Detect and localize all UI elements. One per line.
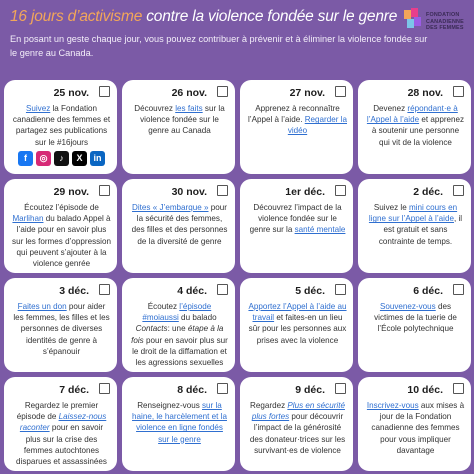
header	[10, 8, 428, 60]
day-card	[122, 179, 235, 273]
card-date: 30 nov.	[171, 186, 207, 198]
card-link[interactable]: l’épisode #moiaussi	[142, 302, 212, 323]
card-link[interactable]: Marlihan	[12, 214, 44, 224]
logo-line-3: DES FEMMES	[426, 25, 464, 32]
card-text-segment: aux mises à jour de la Fondation canadienne des femmes pour vous impliquer davantage	[371, 401, 465, 455]
card-date: 9 déc.	[295, 384, 325, 396]
day-checkbox[interactable]	[453, 86, 464, 97]
social-icons	[12, 151, 111, 166]
card-text-segment: pour en savoir plus sur le droit de la diffamation et les agressions sexuelles	[132, 335, 228, 368]
card-text-segment: : une	[167, 324, 188, 334]
day-checkbox[interactable]	[335, 383, 346, 394]
day-checkbox[interactable]	[453, 185, 464, 196]
card-date: 28 nov.	[407, 87, 443, 99]
day-card	[240, 80, 353, 174]
card-date: 5 déc.	[295, 285, 325, 297]
card-text	[248, 202, 347, 236]
day-card	[240, 377, 353, 471]
card-text	[366, 301, 465, 335]
card-link[interactable]: Dites « J’embarque »	[132, 203, 209, 212]
card-date: 2 déc.	[413, 186, 443, 198]
day-checkbox[interactable]	[335, 284, 346, 295]
card-link[interactable]: Plus en sécurité plus fortes	[251, 401, 345, 422]
day-checkbox[interactable]	[99, 86, 110, 97]
card-date: 4 déc.	[177, 285, 207, 297]
day-checkbox[interactable]	[217, 185, 228, 196]
logo-line-2: CANADIENNE	[426, 18, 464, 25]
card-date: 8 déc.	[177, 384, 207, 396]
day-card	[358, 179, 471, 273]
day-checkbox[interactable]	[335, 185, 346, 196]
title-rest: contre la violence fondée sur le genre	[142, 8, 398, 25]
day-checkbox[interactable]	[217, 383, 228, 394]
card-link[interactable]: mini cours en ligne sur l’Appel à l’aide	[368, 203, 458, 224]
card-text-segment: Regardez	[250, 401, 288, 410]
card-date: 25 nov.	[53, 87, 89, 99]
card-text-segment: Découvrez l’impact de la violence fondée sur le genre sur la	[249, 203, 342, 235]
card-link[interactable]: Souvenez-vous	[379, 302, 436, 311]
day-checkbox[interactable]	[99, 185, 110, 196]
card-date: 26 nov.	[171, 87, 207, 99]
card-text	[130, 400, 229, 445]
card-link[interactable]: Apportez l’Appel à l’aide au travail	[248, 302, 347, 323]
card-text-segment: Renseignez-vous	[137, 401, 202, 410]
day-card	[240, 179, 353, 273]
card-text	[130, 301, 229, 368]
facebook-icon[interactable]: f	[18, 151, 33, 166]
logo-line-1: FONDATION	[426, 12, 460, 18]
card-text	[248, 103, 347, 137]
card-text-segment: et faites-en un lieu sûr pour les personnes aux prises avec la violence	[248, 313, 347, 345]
day-checkbox[interactable]	[217, 86, 228, 97]
day-card	[240, 278, 353, 372]
linkedin-icon[interactable]: in	[90, 151, 105, 166]
day-card	[122, 377, 235, 471]
card-text-segment: Découvrez	[134, 104, 176, 113]
day-card	[122, 278, 235, 372]
card-date: 6 déc.	[413, 285, 443, 297]
card-link[interactable]: Laissez-nous raconter	[19, 412, 107, 433]
card-link[interactable]: Regarder la vidéo	[287, 115, 347, 136]
tiktok-icon[interactable]: ♪	[54, 151, 69, 166]
card-text-segment: , il est gratuit et sans contrainte de temps.	[378, 214, 463, 246]
card-text	[130, 103, 229, 137]
card-text-segment: la Fondation canadienne des femmes et partagez ses publications sur le #16jours	[12, 104, 111, 147]
card-text	[12, 202, 111, 269]
card-text-segment: du balado Appel à l’aide pour en savoir plus sur les formes d’oppression qui peuvent s’ajouter à la violence genrée	[12, 214, 111, 269]
day-card	[4, 179, 117, 273]
instagram-icon[interactable]: ◎	[36, 151, 51, 166]
day-card	[4, 278, 117, 372]
card-text-segment: Regardez le premier épisode de	[16, 401, 99, 422]
day-card	[358, 377, 471, 471]
card-text-segment: sur la violence fondée sur le genre au Canada	[140, 104, 225, 136]
card-text-segment: pour aider les femmes, les filles et les personnes de diverses identités de genre à s’épanouir	[13, 302, 110, 356]
card-text-segment: pour en savoir plus sur la crise des femmes autochtones disparues et assassinées	[16, 423, 107, 467]
day-checkbox[interactable]	[99, 284, 110, 295]
day-checkbox[interactable]	[453, 284, 464, 295]
card-link[interactable]: santé mentale	[294, 225, 346, 235]
card-text	[366, 103, 465, 148]
card-date: 27 nov.	[289, 87, 325, 99]
card-text	[12, 301, 111, 357]
card-date: 29 nov.	[53, 186, 89, 198]
day-checkbox[interactable]	[99, 383, 110, 394]
page-subtitle: En posant un geste chaque jour, vous pouvez contribuer à prévenir et à éliminer la violence fondée sur le genre au Canada.	[10, 34, 428, 58]
title-accent: 16 jours d’activisme	[10, 8, 143, 25]
card-link[interactable]: les faits	[175, 104, 203, 113]
card-text	[248, 301, 347, 346]
day-card	[358, 278, 471, 372]
card-date: 3 déc.	[59, 285, 89, 297]
x-icon[interactable]: X	[72, 151, 87, 166]
card-link[interactable]: Inscrivez-vous	[366, 401, 419, 410]
card-text	[12, 103, 111, 148]
card-text-segment: pour découvrir l’impact de la générosité des donateur·trices sur les survivant·es de violence	[249, 412, 346, 455]
card-date: 10 déc.	[407, 384, 443, 396]
day-card	[122, 80, 235, 174]
day-checkbox[interactable]	[335, 86, 346, 97]
card-text-segment: Apprenez à reconnaître l’Appel à l’aide.	[248, 104, 340, 125]
day-card	[4, 377, 117, 471]
card-text-segment: des victimes de la tuerie de l’École polytechnique	[374, 302, 457, 334]
card-date: 1er déc.	[285, 186, 325, 198]
card-link[interactable]: Faites un don	[17, 302, 67, 311]
card-text-segment: Écoutez	[147, 302, 180, 311]
card-text-segment: et apprenez à soutenir une personne qui vit de la violence	[371, 115, 465, 147]
card-text	[248, 400, 347, 456]
fondation-logo[interactable]	[400, 4, 468, 48]
card-text-segment: Écoutez l’épisode de	[24, 203, 99, 212]
day-card	[4, 80, 117, 174]
logo-text	[426, 12, 464, 32]
card-text	[12, 400, 111, 467]
day-card	[358, 80, 471, 174]
page-title	[10, 8, 410, 26]
card-text-segment: Contacts	[135, 324, 168, 334]
card-text	[366, 400, 465, 456]
card-text-segment: étape à la fois	[131, 324, 224, 345]
card-text-segment: du balado	[178, 313, 217, 323]
card-text-segment: pour la sécurité des femmes, des filles et des personnes de la diversité de genre	[131, 203, 228, 246]
card-text	[366, 202, 465, 247]
card-link[interactable]: répondant·e à l’Appel à l’aide	[366, 104, 458, 125]
card-link[interactable]: Suivez	[25, 104, 51, 113]
card-text	[130, 202, 229, 247]
calendar-grid	[4, 80, 472, 471]
card-date: 7 déc.	[59, 384, 89, 396]
day-checkbox[interactable]	[453, 383, 464, 394]
card-link[interactable]: sur la haine, le harcèlement et la violence en ligne fondés sur le genre	[132, 401, 227, 444]
day-checkbox[interactable]	[217, 284, 228, 295]
card-text-segment: Suivez le	[373, 203, 409, 212]
logo-mark-icon	[402, 6, 424, 34]
card-text-segment: Devenez	[373, 104, 408, 113]
